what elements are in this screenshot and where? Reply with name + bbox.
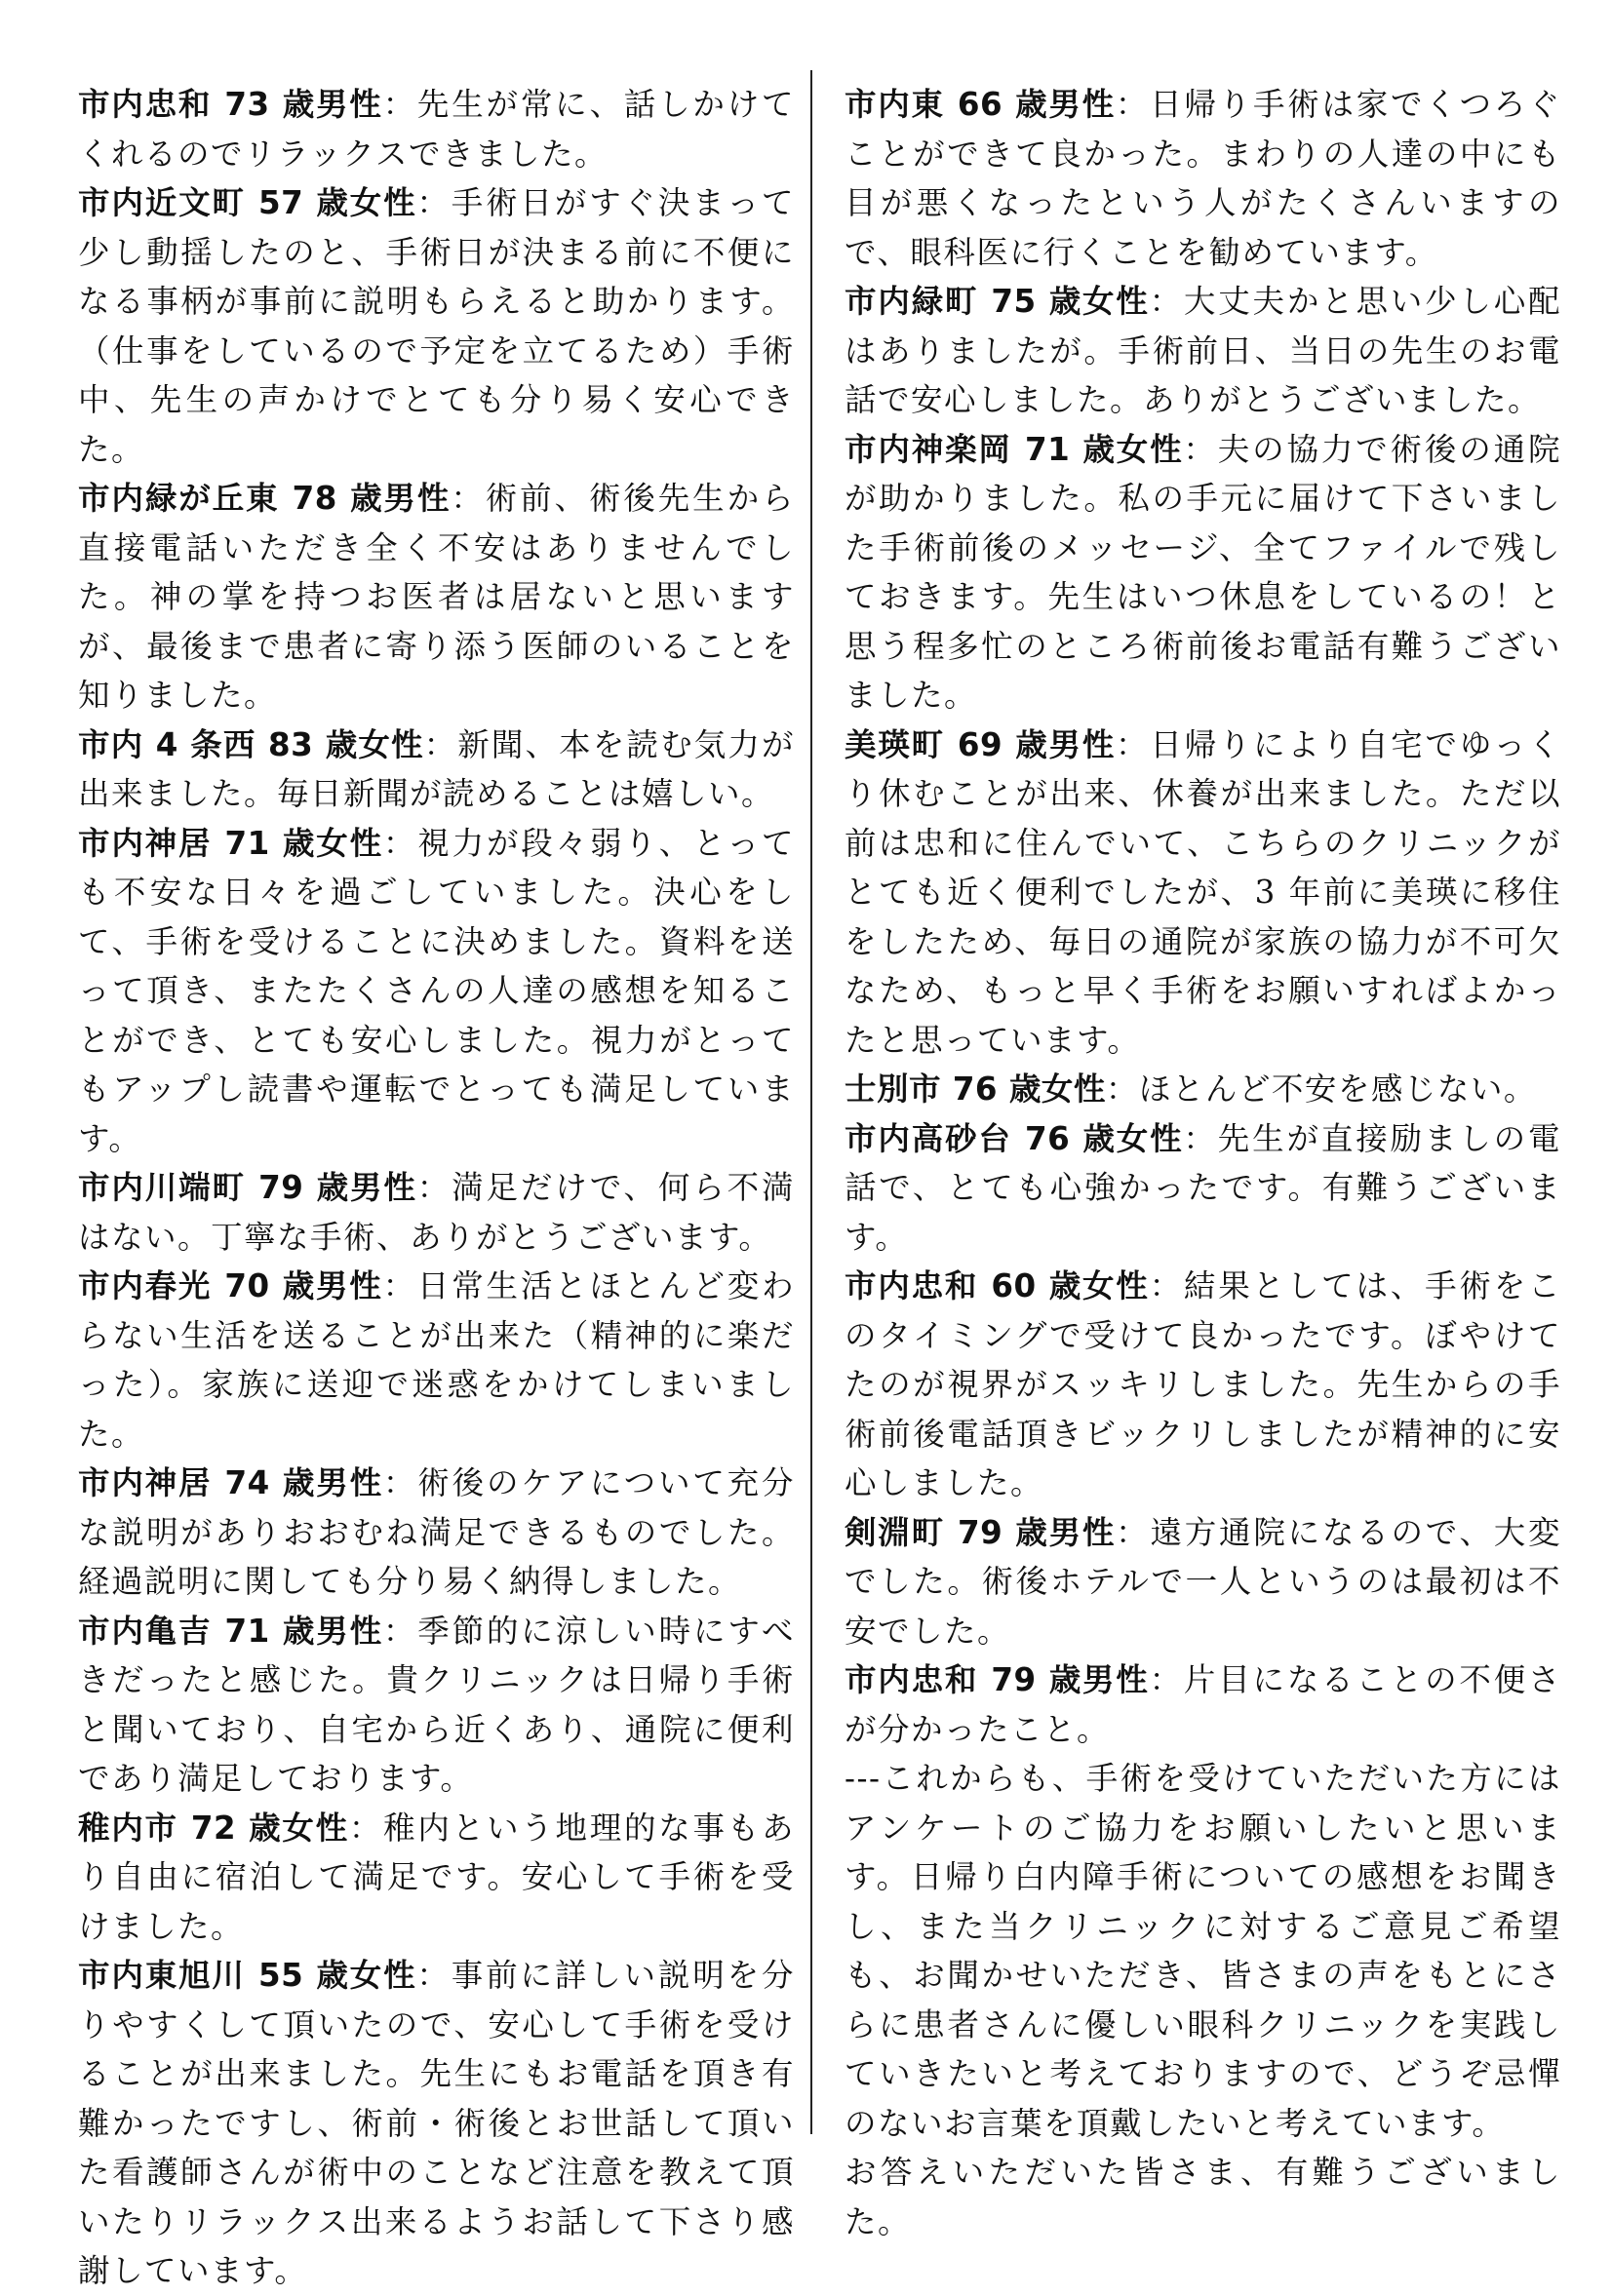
testimonial-text: ：視力が段々弱り、とっても不安な日々を過ごしていました。決心をして、手術を受けることに決めました。資料を送って頂き、またたくさんの人達の感想を知ることができ、とても安心しました。視力がとってもアップし読書や運転でとっても満足しています。 bbox=[78, 824, 796, 1157]
testimonial-text: ：遠方通院になるので、大変でした。術後ホテルで一人というのは最初は不安でした。 bbox=[845, 1513, 1561, 1650]
respondent-label: 市内神居 74 歳男性 bbox=[78, 1464, 383, 1501]
respondent-label: 市内川端町 79 歳男性 bbox=[78, 1169, 417, 1206]
testimonial-text: ：ほとんど不安を感じない。 bbox=[1105, 1070, 1537, 1108]
testimonial-entry bbox=[78, 1459, 795, 1607]
closing-message bbox=[845, 1754, 1561, 2246]
testimonial-text: ：結果としては、手術をこのタイミングで受けて良かったです。ぼやけてたのが視界がスッキリしました。先生からの手術前後電話頂きビックリしましたが精神的に安心しました。 bbox=[845, 1267, 1561, 1501]
testimonial-entry bbox=[78, 819, 795, 1164]
testimonial-entry bbox=[845, 277, 1561, 425]
testimonial-entry bbox=[845, 720, 1561, 1066]
testimonial-entry bbox=[78, 1804, 795, 1952]
testimonial-text: ：大丈夫かと思い少し心配はありましたが。手術前日、当日の先生のお電話で安心しました。ありがとうございました。 bbox=[845, 283, 1561, 418]
testimonial-text: ：日常生活とほとんど変わらない生活を送ることが出来た（精神的に楽だった）。家族に送迎で迷惑をかけてしまいました。 bbox=[78, 1267, 795, 1453]
respondent-label: 市内忠和 79 歳男性 bbox=[845, 1661, 1150, 1698]
respondent-label: 市内緑町 75 歳女性 bbox=[845, 283, 1150, 320]
respondent-label: 士別市 76 歳女性 bbox=[845, 1070, 1106, 1108]
respondent-label: 美瑛町 69 歳男性 bbox=[845, 725, 1117, 763]
respondent-label: 市内神居 71 歳女性 bbox=[78, 824, 383, 862]
testimonial-entry bbox=[78, 178, 795, 474]
testimonial-entry bbox=[78, 80, 795, 178]
testimonial-text: ：稚内という地理的な事もあり自由に宿泊して満足です。安心して手術を受けました。 bbox=[78, 1809, 795, 1945]
testimonial-text: ：夫の協力で術後の通院が助かりました。私の手元に届けて下さいました手術前後のメッセージ、全てファイルで残しておきます。先生はいつ休息をしているの！と思う程多忙のところ術前後お電話有難うございました。 bbox=[845, 430, 1561, 714]
testimonial-text: ：季節的に涼しい時にすべきだったと感じた。貴クリニックは日帰り手術と聞いており、自宅から近くあり、通院に便利であり満足しております。 bbox=[78, 1612, 796, 1797]
right-column bbox=[845, 80, 1561, 2246]
testimonial-text: ：日帰り手術は家でくつろぐことができて良かった。まわりの人達の中にも目が悪くなったという人がたくさんいますので、眼科医に行くことを勧めています。 bbox=[845, 86, 1561, 271]
testimonial-text: ：先生が直接励ましの電話で、とても心強かったです。有難うございます。 bbox=[845, 1119, 1561, 1256]
testimonial-entry bbox=[78, 1951, 795, 2296]
testimonial-entry bbox=[845, 1655, 1561, 1754]
testimonial-text: ：術後のケアについて充分な説明がありおおむね満足できるものでした。経過説明に関しても分り易く納得しました。 bbox=[78, 1464, 796, 1600]
testimonial-entry bbox=[845, 425, 1561, 720]
column-divider bbox=[810, 70, 812, 2134]
testimonial-entry bbox=[78, 1163, 795, 1262]
respondent-label: 市内忠和 73 歳男性 bbox=[78, 86, 383, 123]
testimonial-text: ：片目になることの不便さが分かったこと。 bbox=[845, 1661, 1561, 1748]
testimonial-entry bbox=[845, 1114, 1561, 1263]
respondent-label: 市内 4 条西 83 歳女性 bbox=[78, 725, 424, 763]
testimonial-entry bbox=[78, 474, 795, 720]
closing-paragraph: ---これからも、手術を受けていただいた方にはアンケートのご協力をお願いしたいと思います。日帰り白内障手術についての感想をお聞きし、また当クリニックに対するご意見ご希望も、お聞かせいただき、皆さまの声をもとにさらに患者さんに優しい眼科クリニックを実践していきたいと考えておりますので、どうぞ忌憚のないお言葉を頂戴したいと考えています。 bbox=[845, 1760, 1561, 2142]
testimonial-text: ：満足だけで、何ら不満はない。丁寧な手術、ありがとうございます。 bbox=[78, 1169, 795, 1256]
testimonial-text: ：日帰りにより自宅でゆっくり休むことが出来、休養が出来ました。ただ以前は忠和に住んでいて、こちらのクリニックがとても近く便利でしたが、3 年前に美瑛に移住をしたため、毎日の通院が家族の協力が不可欠なため、もっと早く手術をお願いすればよかったと思っています。 bbox=[845, 725, 1561, 1059]
left-column bbox=[78, 80, 795, 2296]
respondent-label: 市内春光 70 歳男性 bbox=[78, 1267, 383, 1304]
respondent-label: 市内忠和 60 歳女性 bbox=[845, 1267, 1150, 1304]
respondent-label: 市内東 66 歳男性 bbox=[845, 86, 1116, 123]
testimonial-text: ：先生が常に、話しかけてくれるのでリラックスできました。 bbox=[78, 86, 795, 173]
respondent-label: 市内東旭川 55 歳女性 bbox=[78, 1957, 417, 1994]
respondent-label: 市内緑が丘東 78 歳男性 bbox=[78, 480, 452, 517]
testimonial-text: ：手術日がすぐ決まって少し動揺したのと、手術日が決まる前に不便になる事柄が事前に説明もらえると助かります。（仕事をしているので予定を立てるため）手術中、先生の声かけでとても分り易く安心できた。 bbox=[78, 184, 795, 468]
testimonial-entry bbox=[78, 1607, 795, 1804]
respondent-label: 稚内市 72 歳女性 bbox=[78, 1809, 349, 1847]
testimonial-entry bbox=[845, 1262, 1561, 1508]
testimonial-entry bbox=[845, 1065, 1561, 1114]
testimonial-text: ：新聞、本を読む気力が出来ました。毎日新聞が読めることは嬉しい。 bbox=[78, 725, 795, 812]
testimonial-entry bbox=[845, 1508, 1561, 1656]
respondent-label: 市内神楽岡 71 歳女性 bbox=[845, 430, 1184, 468]
testimonial-entry bbox=[78, 720, 795, 819]
testimonial-entry bbox=[845, 80, 1561, 277]
testimonial-text: ：術前、術後先生から直接電話いただき全く不安はありませんでした。神の掌を持つお医者は居ないと思いますが、最後まで患者に寄り添う医師のいることを知りました。 bbox=[78, 480, 795, 714]
respondent-label: 市内亀吉 71 歳男性 bbox=[78, 1612, 383, 1650]
respondent-label: 市内高砂台 76 歳女性 bbox=[845, 1119, 1184, 1157]
respondent-label: 剣淵町 79 歳男性 bbox=[845, 1513, 1117, 1551]
closing-thanks: お答えいただいた皆さま、有難うございました。 bbox=[845, 2154, 1561, 2240]
respondent-label: 市内近文町 57 歳女性 bbox=[78, 184, 417, 221]
testimonial-entry bbox=[78, 1262, 795, 1459]
testimonial-text: ：事前に詳しい説明を分りやすくして頂いたので、安心して手術を受けることが出来ました。先生にもお電話を頂き有難かったですし、術前・術後とお世話して頂いた看護師さんが術中のことなど注意を教えて頂いたりリラックス出来るようお話して下さり感謝しています。 bbox=[78, 1957, 795, 2289]
